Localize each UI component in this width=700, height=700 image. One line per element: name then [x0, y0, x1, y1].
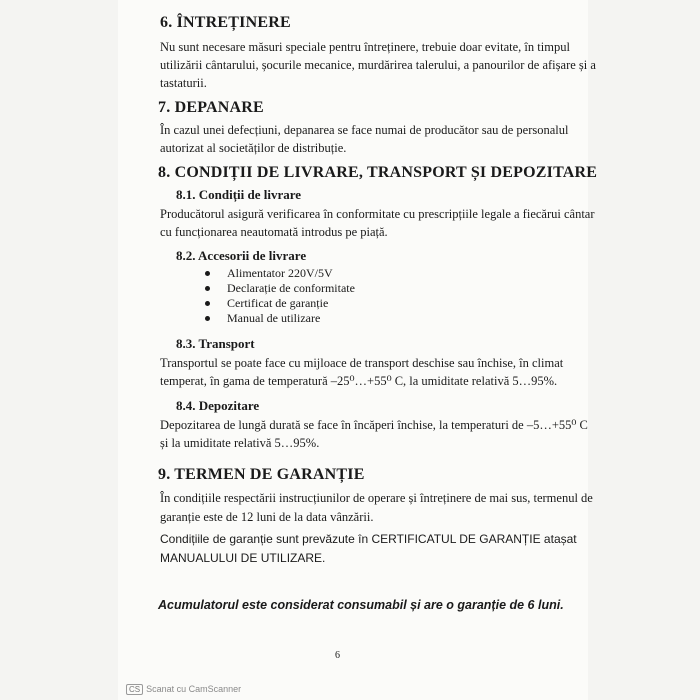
section-8-3-line-1: Transportul se poate face cu mijloace de transport deschise sau închise, în climat	[160, 356, 564, 370]
section-8-heading: 8. CONDIȚII DE LIVRARE, TRANSPORT ȘI DEPOZITARE	[158, 164, 598, 181]
bullet-icon	[205, 301, 210, 306]
accessories-list	[205, 266, 355, 326]
section-8-1-heading: 8.1. Condiții de livrare	[176, 187, 302, 202]
list-item: Certificat de garanție	[205, 296, 355, 311]
watermark-text: Scanat cu CamScanner	[146, 684, 242, 694]
section-8-3-heading: 8.3. Transport	[176, 336, 255, 351]
section-6-line-3: tastaturii.	[160, 76, 207, 90]
scanner-watermark	[126, 684, 241, 695]
section-8-1-line-1: Producătorul asigură verificarea în conformitate cu prescripțiile legale a fiecărui cântar	[160, 207, 595, 221]
list-item: Alimentator 220V/5V	[205, 266, 355, 281]
list-item: Declarație de conformitate	[205, 281, 355, 296]
bullet-icon	[205, 316, 210, 321]
section-9-line-2: garanție este de 12 luni de la data vânzării.	[160, 510, 374, 524]
section-6-line-1: Nu sunt necesare măsuri speciale pentru întreținere, trebuie doar evitate, în timpul	[160, 40, 570, 54]
section-8-4-heading: 8.4. Depozitare	[176, 398, 260, 413]
bullet-icon	[205, 286, 210, 291]
section-8-4-line-1: Depozitarea de lungă durată se face în încăperi închise, la temperaturi de –5…+55⁰ C	[160, 418, 588, 432]
section-7-line-1: În cazul unei defecțiuni, depanarea se face numai de producător sau de personalul	[160, 123, 569, 137]
section-8-1-line-2: cu funcționarea neautomată introdus pe piață.	[160, 225, 388, 239]
list-item: Manual de utilizare	[205, 311, 355, 326]
section-9-line-4: MANUALULUI DE UTILIZARE.	[160, 551, 326, 565]
section-6-line-2: utilizării cântarului, șocurile mecanice, murdărirea talerului, a panourilor de afișare și a	[160, 58, 596, 72]
page-number: 6	[335, 650, 340, 661]
section-9-heading: 9. TERMEN DE GARANȚIE	[158, 466, 365, 483]
camscanner-icon: CS	[126, 684, 143, 695]
section-6-heading: 6. ÎNTREȚINERE	[160, 14, 291, 31]
bullet-icon	[205, 271, 210, 276]
section-8-4-line-2: și la umiditate relativă 5…95%.	[160, 436, 320, 450]
section-9-line-3: Condițiile de garanție sunt prevăzute în CERTIFICATUL DE GARANȚIE atașat	[160, 532, 577, 546]
warranty-note: Acumulatorul este considerat consumabil și are o garanție de 6 luni.	[158, 598, 564, 612]
section-7-line-2: autorizat al societăților de distribuție.	[160, 141, 347, 155]
section-8-3-line-2: temperat, în gama de temperatură –25⁰…+55⁰ C, la umiditate relativă 5…95%.	[160, 374, 558, 388]
section-9-line-1: În condițiile respectării instrucțiunilor de operare și întreținere de mai sus, termenul de	[160, 491, 593, 505]
section-7-heading: 7. DEPANARE	[158, 99, 264, 116]
section-8-2-heading: 8.2. Accesorii de livrare	[176, 248, 307, 263]
